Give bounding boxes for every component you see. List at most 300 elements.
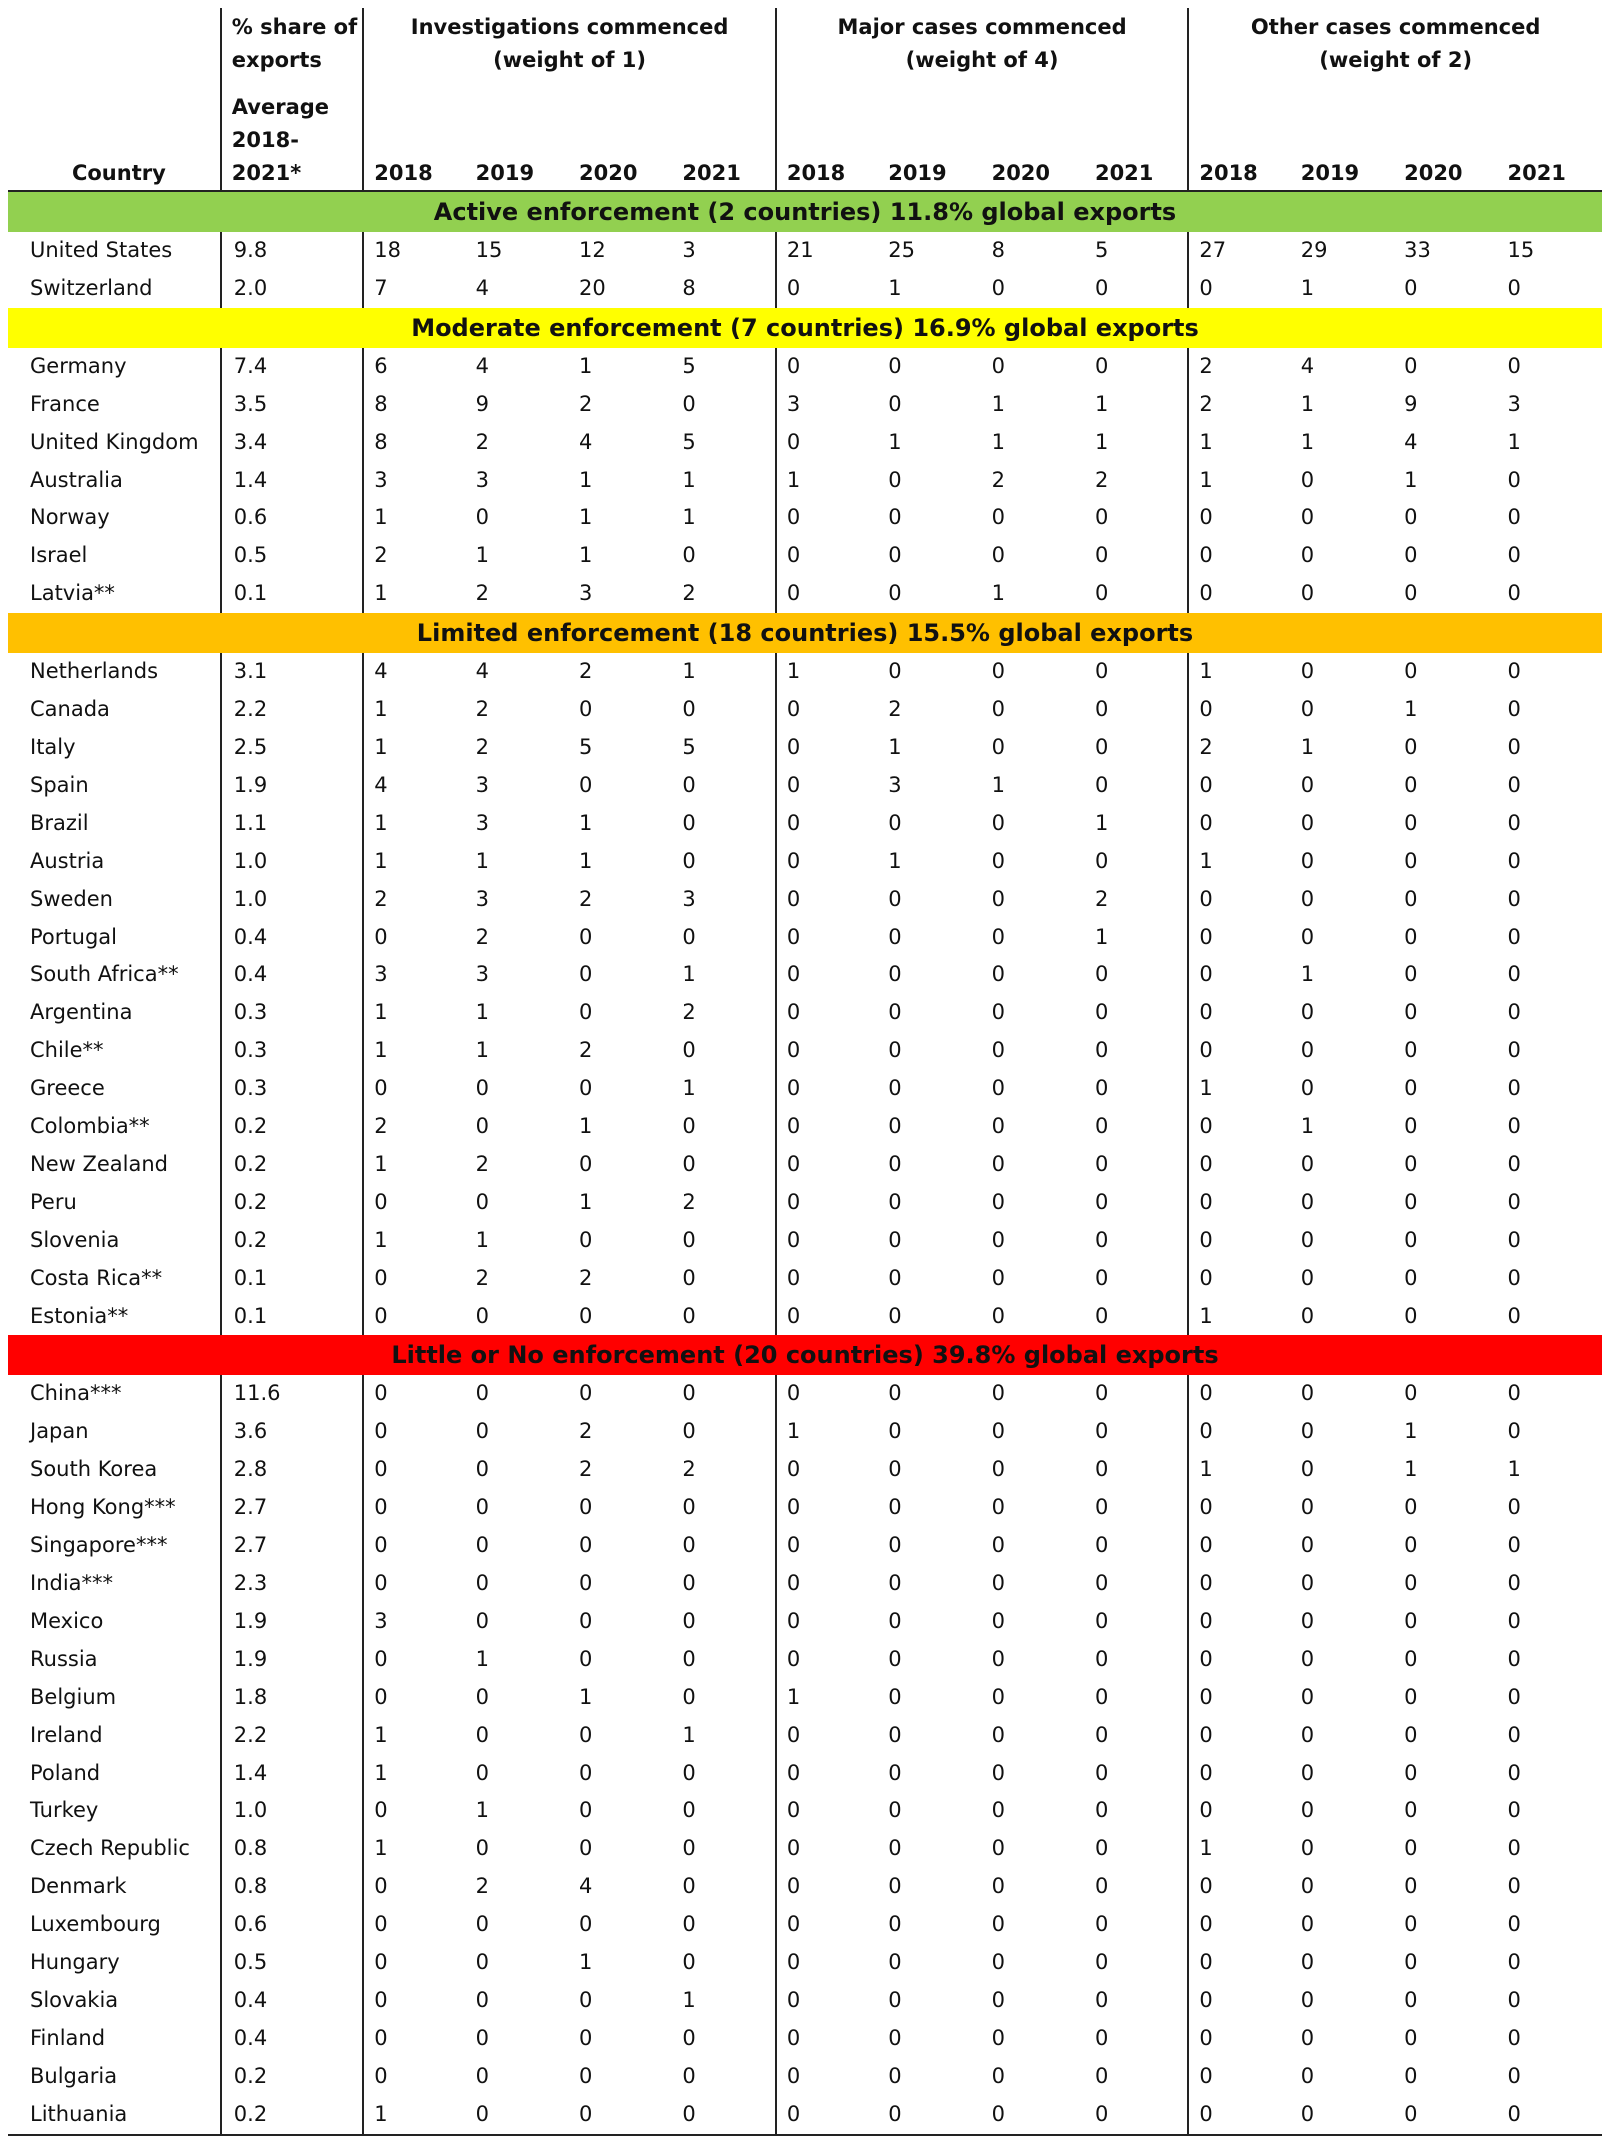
major-value-cell: 0 <box>991 1950 1005 1975</box>
major-value-cell: 0 <box>1094 1227 1109 1252</box>
inv-value-cell: 1 <box>682 962 696 987</box>
other-value-cell: 4 <box>1300 353 1315 378</box>
inv-value-cell: 0 <box>475 1912 490 1937</box>
other-value-cell: 0 <box>1404 1495 1418 1520</box>
other-value-cell: 0 <box>1300 1722 1315 1747</box>
share-cell: 1.8 <box>221 1679 364 1717</box>
inv-value-cell: 0 <box>363 1070 465 1108</box>
other-value-cell: 0 <box>1404 1076 1418 1101</box>
share-cell: 0.3 <box>221 994 364 1032</box>
inv-value-cell: 0 <box>682 1533 696 1558</box>
other-value-cell: 0 <box>1188 1413 1290 1451</box>
major-value-cell: 0 <box>1094 1114 1109 1139</box>
inv-value-cell: 0 <box>475 1381 490 1406</box>
inv-value-cell: 1 <box>475 1038 490 1063</box>
inv-value-cell: 0 <box>475 1303 490 1328</box>
major-value-cell: 0 <box>776 1222 878 1260</box>
share-cell: 0.2 <box>221 1108 364 1146</box>
other-value-cell: 0 <box>1188 881 1290 919</box>
share-cell: 0.5 <box>221 537 364 575</box>
inv-value-cell: 1 <box>475 1227 490 1252</box>
major-value-cell: 2 <box>888 697 902 722</box>
inv-value-cell: 4 <box>363 653 465 691</box>
major-value-cell: 0 <box>776 1375 878 1413</box>
inv-value-cell: 0 <box>682 1912 696 1937</box>
major-value-cell: 0 <box>776 1830 878 1868</box>
major-value-cell: 0 <box>776 1944 878 1982</box>
other-value-cell: 0 <box>1404 543 1418 568</box>
other-value-cell: 0 <box>1188 691 1290 729</box>
other-value-cell: 0 <box>1404 1303 1418 1328</box>
table-row <box>8 232 1602 270</box>
other-value-cell: 0 <box>1188 2096 1290 2135</box>
other-value-cell: 1 <box>1404 1457 1418 1482</box>
major-value-cell: 0 <box>888 1227 902 1252</box>
major-value-cell: 0 <box>888 1608 902 1633</box>
major-value-cell: 0 <box>1094 1912 1109 1937</box>
country-cell: Argentina <box>30 1000 133 1025</box>
share-cell: 0.2 <box>221 1222 364 1260</box>
other-value-cell: 0 <box>1507 886 1521 911</box>
major-value-cell: 0 <box>1094 1533 1109 1558</box>
major-value-cell: 0 <box>991 1836 1005 1861</box>
other-value-cell: 0 <box>1188 270 1290 308</box>
major-value-cell: 0 <box>776 1451 878 1489</box>
inv-value-cell: 1 <box>682 467 696 492</box>
country-cell: Spain <box>30 772 89 797</box>
section-title: Moderate enforcement (7 countries) 16.9% global exports <box>8 308 1602 348</box>
country-cell: Brazil <box>30 810 89 835</box>
major-value-cell: 0 <box>888 2063 902 2088</box>
inv-value-cell: 3 <box>579 581 593 606</box>
table-row <box>8 767 1602 805</box>
major-value-cell: 2 <box>991 467 1005 492</box>
country-cell: Portugal <box>30 924 117 949</box>
other-value-cell: 0 <box>1507 810 1521 835</box>
major-value-cell: 0 <box>888 1760 902 1785</box>
major-value-cell: 0 <box>776 2020 878 2058</box>
other-value-cell: 0 <box>1507 505 1521 530</box>
other-value-cell: 0 <box>1300 1000 1315 1025</box>
other-value-cell: 0 <box>1507 697 1521 722</box>
other-value-cell: 0 <box>1300 2025 1315 2050</box>
inv-value-cell: 2 <box>475 1151 490 1176</box>
share-cell: 1.0 <box>221 843 364 881</box>
major-value-cell: 0 <box>991 1646 1005 1671</box>
major-value-cell: 0 <box>1094 659 1109 684</box>
table-row <box>8 386 1602 424</box>
inv-value-cell: 0 <box>682 1303 696 1328</box>
inv-value-cell: 0 <box>363 2020 465 2058</box>
major-value-cell: 0 <box>888 1836 902 1861</box>
inv-value-cell: 0 <box>475 1189 490 1214</box>
country-cell: Turkey <box>30 1798 99 1823</box>
share-cell: 0.1 <box>221 1298 364 1336</box>
other-value-cell: 2 <box>1188 386 1290 424</box>
major-value-cell: 0 <box>888 391 902 416</box>
other-value-cell: 0 <box>1404 1646 1418 1671</box>
table-row <box>8 2020 1602 2058</box>
inv-value-cell: 6 <box>363 348 465 386</box>
major-value-cell: 0 <box>776 1755 878 1793</box>
table-row <box>8 1184 1602 1222</box>
table-row <box>8 1755 1602 1793</box>
inv-value-cell: 0 <box>475 1076 490 1101</box>
other-value-cell: 33 <box>1404 238 1431 262</box>
other-value-cell: 0 <box>1507 1874 1521 1899</box>
other-value-cell: 0 <box>1188 1375 1290 1413</box>
major-value-cell: 5 <box>1094 238 1109 262</box>
year-header-major: 2019 <box>878 81 981 191</box>
major-value-cell: 1 <box>1094 391 1109 416</box>
share-cell: 0.2 <box>221 2058 364 2096</box>
section-title: Little or No enforcement (20 countries) 39.8% global exports <box>8 1335 1602 1375</box>
year-header-investigations: 2018 <box>363 81 465 191</box>
share-cell: 0.8 <box>221 1830 364 1868</box>
major-value-cell: 21 <box>776 232 878 270</box>
major-value-cell: 0 <box>776 1792 878 1830</box>
country-cell: Slovakia <box>30 1987 119 2012</box>
inv-value-cell: 3 <box>475 962 490 987</box>
table-row <box>8 575 1602 613</box>
other-value-cell: 0 <box>1300 924 1315 949</box>
inv-value-cell: 1 <box>475 1798 490 1823</box>
other-value-cell: 0 <box>1188 994 1290 1032</box>
country-cell: Latvia** <box>30 581 115 606</box>
other-value-cell: 0 <box>1404 275 1418 300</box>
major-value-cell: 0 <box>1094 275 1109 300</box>
major-value-cell: 1 <box>776 1413 878 1451</box>
major-value-cell: 0 <box>776 956 878 994</box>
major-value-cell: 0 <box>776 1260 878 1298</box>
other-value-cell: 0 <box>1188 1222 1290 1260</box>
inv-value-cell: 0 <box>363 1298 465 1336</box>
other-value-cell: 0 <box>1507 1722 1521 1747</box>
other-value-cell: 15 <box>1507 238 1535 262</box>
inv-value-cell: 0 <box>579 1000 593 1025</box>
table-header <box>8 8 1602 191</box>
inv-value-cell: 0 <box>475 1571 490 1595</box>
other-value-cell: 0 <box>1507 1987 1521 2012</box>
inv-value-cell: 5 <box>579 734 593 759</box>
major-value-cell: 0 <box>888 353 902 378</box>
table-row <box>8 691 1602 729</box>
major-value-cell: 0 <box>1094 1684 1109 1709</box>
major-value-cell: 0 <box>888 1874 902 1899</box>
inv-value-cell: 0 <box>682 772 696 797</box>
table-row <box>8 653 1602 691</box>
inv-value-cell: 1 <box>475 848 490 873</box>
other-value-cell: 0 <box>1507 467 1521 492</box>
other-value-cell: 0 <box>1507 734 1521 759</box>
other-value-cell: 0 <box>1300 1495 1315 1520</box>
inv-value-cell: 0 <box>363 1375 465 1413</box>
table-row <box>8 1717 1602 1755</box>
major-value-cell: 0 <box>1094 734 1109 759</box>
major-value-cell: 1 <box>1094 429 1109 454</box>
major-value-cell: 0 <box>991 543 1005 568</box>
inv-value-cell: 0 <box>579 772 593 797</box>
other-value-cell: 0 <box>1188 1565 1290 1603</box>
major-value-cell: 0 <box>888 1684 902 1709</box>
other-value-cell: 0 <box>1300 1533 1315 1558</box>
major-value-cell: 0 <box>888 543 902 568</box>
inv-value-cell: 0 <box>682 1874 696 1899</box>
other-value-cell: 0 <box>1404 505 1418 530</box>
table-row <box>8 994 1602 1032</box>
inv-value-cell: 0 <box>579 1533 593 1558</box>
other-value-cell: 0 <box>1300 1987 1315 2012</box>
share-cell: 3.6 <box>221 1413 364 1451</box>
inv-value-cell: 0 <box>682 2063 696 2088</box>
major-value-cell: 0 <box>991 1533 1005 1558</box>
inv-value-cell: 8 <box>363 424 465 462</box>
share-cell: 0.2 <box>221 1146 364 1184</box>
other-value-cell: 0 <box>1404 1000 1418 1025</box>
inv-value-cell: 0 <box>579 1608 593 1633</box>
major-value-cell: 1 <box>888 848 902 873</box>
inv-value-cell: 0 <box>579 1987 593 2012</box>
major-value-cell: 0 <box>776 1906 878 1944</box>
other-value-cell: 0 <box>1300 1227 1315 1252</box>
major-value-cell: 0 <box>888 1987 902 2012</box>
other-value-cell: 0 <box>1188 499 1290 537</box>
major-value-cell: 0 <box>888 1722 902 1747</box>
country-cell: Switzerland <box>30 275 153 300</box>
inv-value-cell: 3 <box>682 238 696 262</box>
other-value-cell: 1 <box>1404 697 1418 722</box>
major-value-cell: 0 <box>991 275 1005 300</box>
inv-value-cell: 0 <box>682 1151 696 1176</box>
other-value-cell: 1 <box>1300 391 1315 416</box>
other-value-cell: 0 <box>1188 1982 1290 2020</box>
other-value-cell: 0 <box>1300 1038 1315 1063</box>
major-value-cell: 0 <box>991 1419 1005 1444</box>
inv-value-cell: 0 <box>682 697 696 722</box>
other-value-cell: 0 <box>1497 2096 1602 2135</box>
major-value-cell: 1 <box>1094 924 1109 949</box>
inv-value-cell: 0 <box>682 1684 696 1709</box>
major-value-cell: 0 <box>1094 1608 1109 1633</box>
major-value-cell: 0 <box>991 924 1005 949</box>
other-value-cell: 1 <box>1188 843 1290 881</box>
other-value-cell: 0 <box>1404 1189 1418 1214</box>
share-cell: 2.7 <box>221 1527 364 1565</box>
other-value-cell: 0 <box>1188 1792 1290 1830</box>
other-value-cell: 0 <box>1300 505 1315 530</box>
year-header-investigations: 2019 <box>466 81 569 191</box>
inv-value-cell: 4 <box>579 429 593 454</box>
major-value-cell: 1 <box>776 653 878 691</box>
major-value-cell: 0 <box>888 1457 902 1482</box>
share-cell: 11.6 <box>221 1375 364 1413</box>
inv-value-cell: 0 <box>682 810 696 835</box>
major-value-cell: 0 <box>1094 1303 1109 1328</box>
table-row <box>8 919 1602 957</box>
other-value-cell: 0 <box>1404 1836 1418 1861</box>
share-cell: 0.6 <box>221 1906 364 1944</box>
country-cell: Colombia** <box>30 1114 150 1139</box>
inv-value-cell: 0 <box>475 1722 490 1747</box>
year-header-other: 2019 <box>1291 81 1394 191</box>
major-value-cell: 1 <box>991 772 1005 797</box>
other-value-cell: 0 <box>1188 919 1290 957</box>
inv-value-cell: 0 <box>475 1419 490 1444</box>
major-value-cell: 0 <box>991 810 1005 835</box>
country-cell: Costa Rica** <box>30 1265 163 1290</box>
country-cell: Canada <box>30 697 110 722</box>
major-value-cell: 0 <box>888 1571 902 1595</box>
other-value-cell: 0 <box>1188 767 1290 805</box>
major-value-cell: 0 <box>991 848 1005 873</box>
other-value-cell: 0 <box>1507 1533 1521 1558</box>
inv-value-cell: 0 <box>579 2063 593 2088</box>
inv-value-cell: 3 <box>363 1603 465 1641</box>
country-cell: Poland <box>30 1760 101 1785</box>
major-value-cell: 0 <box>776 767 878 805</box>
major-value-cell: 1 <box>991 391 1005 416</box>
other-value-cell: 0 <box>1300 1950 1315 1975</box>
country-cell: Israel <box>30 543 88 568</box>
other-value-cell: 0 <box>1404 2025 1418 2050</box>
inv-value-cell: 9 <box>475 391 490 416</box>
other-cases-group-header: Other cases commenced (weight of 2) <box>1188 8 1602 81</box>
other-value-cell: 0 <box>1404 1798 1418 1823</box>
major-value-cell: 3 <box>888 772 902 797</box>
inv-value-cell: 0 <box>682 1836 696 1861</box>
major-value-cell: 0 <box>991 1189 1005 1214</box>
inv-value-cell: 0 <box>682 391 696 416</box>
major-value-cell: 1 <box>776 462 878 500</box>
major-value-cell: 0 <box>1094 1987 1109 2012</box>
other-value-cell: 1 <box>1188 653 1290 691</box>
country-cell: South Africa** <box>30 962 179 987</box>
other-value-cell: 0 <box>1507 1114 1521 1139</box>
share-cell: 0.2 <box>221 1184 364 1222</box>
other-value-cell: 0 <box>1188 1032 1290 1070</box>
inv-value-cell: 8 <box>682 275 696 300</box>
other-value-cell: 0 <box>1300 1646 1315 1671</box>
country-cell: Finland <box>30 2025 106 2050</box>
major-value-cell: 0 <box>1094 1571 1109 1595</box>
other-value-cell: 0 <box>1404 1874 1418 1899</box>
country-cell: United Kingdom <box>30 429 199 454</box>
other-value-cell: 0 <box>1404 581 1418 606</box>
other-value-cell: 0 <box>1300 848 1315 873</box>
other-value-cell: 0 <box>1188 1679 1290 1717</box>
major-value-cell: 0 <box>776 2096 878 2135</box>
inv-value-cell: 0 <box>579 1495 593 1520</box>
other-value-cell: 27 <box>1188 232 1290 270</box>
other-value-cell: 0 <box>1300 697 1315 722</box>
table-row <box>8 1641 1602 1679</box>
other-value-cell: 0 <box>1188 537 1290 575</box>
other-value-cell: 0 <box>1404 1950 1418 1975</box>
enforcement-table <box>8 8 1602 2136</box>
major-value-cell: 0 <box>1094 505 1109 530</box>
major-value-cell: 0 <box>991 1684 1005 1709</box>
other-value-cell: 0 <box>1404 848 1418 873</box>
other-value-cell: 29 <box>1300 238 1328 262</box>
other-value-cell: 0 <box>1507 1265 1521 1290</box>
other-value-cell: 0 <box>1507 275 1521 300</box>
inv-value-cell: 0 <box>682 1495 696 1520</box>
major-value-cell: 0 <box>776 1146 878 1184</box>
share-cell: 0.1 <box>221 575 364 613</box>
table-row <box>8 2058 1602 2096</box>
other-value-cell: 0 <box>1300 1571 1315 1595</box>
major-value-cell: 0 <box>991 734 1005 759</box>
country-cell: Peru <box>30 1189 77 1214</box>
inv-value-cell: 0 <box>475 505 490 530</box>
country-cell: Germany <box>30 353 127 378</box>
major-value-cell: 0 <box>1094 772 1109 797</box>
inv-value-cell: 0 <box>682 1608 696 1633</box>
major-value-cell: 0 <box>1094 1151 1109 1176</box>
table-row <box>8 1413 1602 1451</box>
inv-value-cell: 0 <box>579 924 593 949</box>
inv-value-cell: 0 <box>579 697 593 722</box>
inv-value-cell: 2 <box>579 1419 593 1444</box>
inv-value-cell: 2 <box>475 581 490 606</box>
inv-value-cell: 4 <box>363 767 465 805</box>
major-value-cell: 0 <box>888 1495 902 1520</box>
table-row <box>8 348 1602 386</box>
inv-value-cell: 1 <box>682 1076 696 1101</box>
major-value-cell: 0 <box>776 2058 878 2096</box>
other-value-cell: 3 <box>1507 391 1521 416</box>
other-value-cell: 0 <box>1507 1303 1521 1328</box>
major-value-cell: 0 <box>1094 1722 1109 1747</box>
inv-value-cell: 0 <box>475 1608 490 1633</box>
table-row <box>8 1375 1602 1413</box>
major-value-cell: 0 <box>1094 1798 1109 1823</box>
inv-value-cell: 0 <box>682 1760 696 1785</box>
table-row <box>8 1489 1602 1527</box>
share-cell: 7.4 <box>221 348 364 386</box>
table-row <box>8 1070 1602 1108</box>
country-cell: Ireland <box>30 1722 103 1747</box>
year-header-other: 2020 <box>1394 81 1497 191</box>
inv-value-cell: 15 <box>475 238 503 262</box>
other-value-cell: 1 <box>1188 462 1290 500</box>
country-cell: Bulgaria <box>30 2063 118 2088</box>
other-value-cell: 0 <box>1507 1038 1521 1063</box>
inv-value-cell: 1 <box>579 810 593 835</box>
major-value-cell: 2 <box>1094 467 1109 492</box>
inv-value-cell: 4 <box>475 659 490 684</box>
major-value-cell: 0 <box>991 2025 1005 2050</box>
other-value-cell: 0 <box>1300 1076 1315 1101</box>
major-value-cell: 0 <box>776 575 878 613</box>
share-cell: 0.8 <box>221 1868 364 1906</box>
major-value-cell: 0 <box>991 1912 1005 1937</box>
inv-value-cell: 2 <box>475 924 490 949</box>
major-value-cell: 0 <box>888 886 902 911</box>
inv-value-cell: 2 <box>682 1000 696 1025</box>
share-cell: 1.4 <box>221 462 364 500</box>
major-value-cell: 0 <box>991 697 1005 722</box>
inv-value-cell: 2 <box>579 659 593 684</box>
year-header-major: 2021 <box>1085 81 1188 191</box>
country-cell: Hungary <box>30 1950 120 1975</box>
inv-value-cell: 1 <box>682 505 696 530</box>
major-value-cell: 8 <box>991 238 1005 262</box>
share-cell: 2.0 <box>221 270 364 308</box>
other-value-cell: 0 <box>1404 962 1418 987</box>
major-value-cell: 0 <box>991 1798 1005 1823</box>
inv-value-cell: 0 <box>682 924 696 949</box>
